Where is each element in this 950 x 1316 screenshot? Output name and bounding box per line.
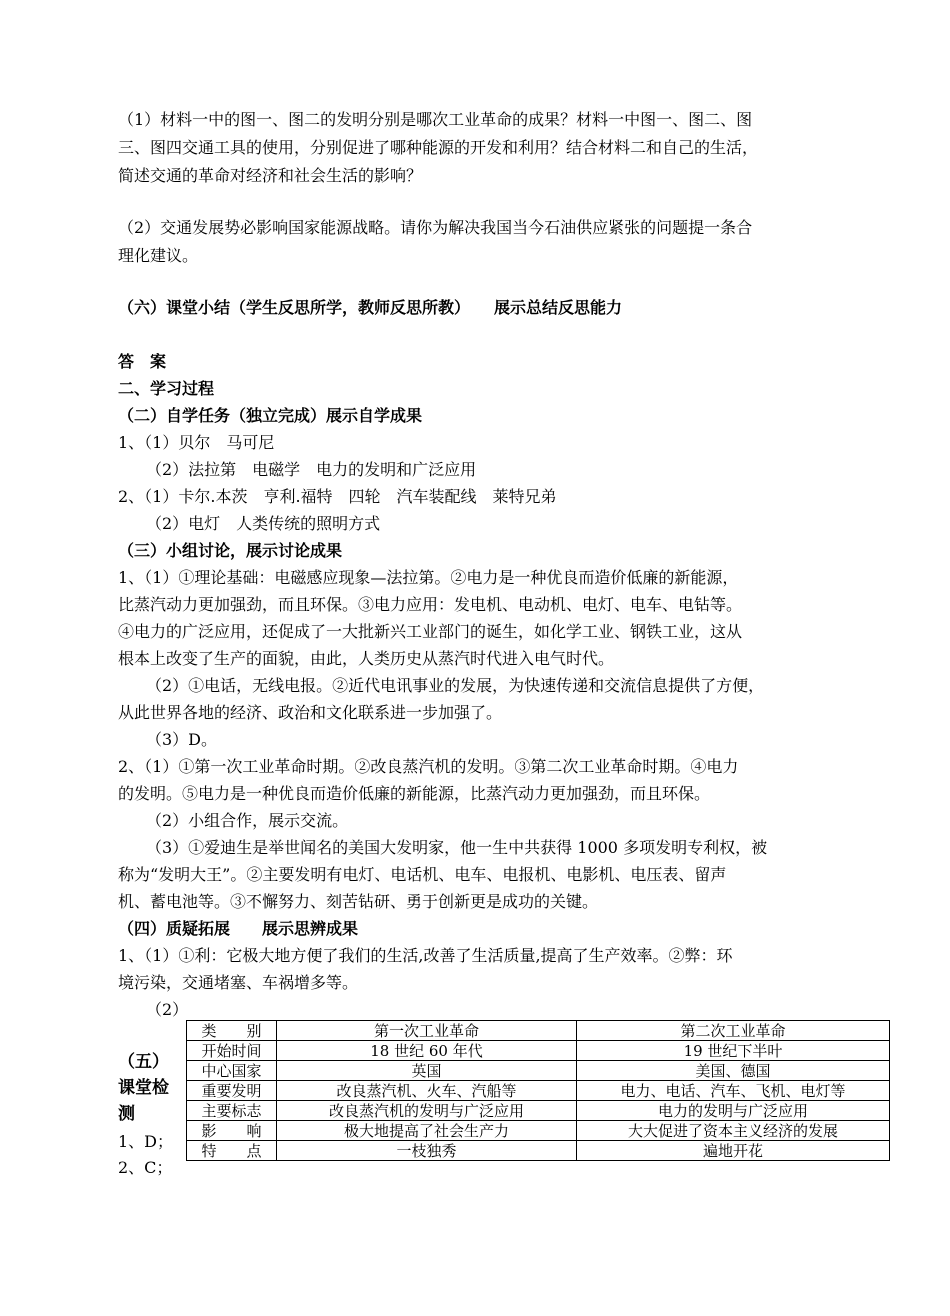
table-header-row bbox=[187, 1021, 890, 1041]
question-1-line: （1）材料一中的图一、图二的发明分别是哪次工业革命的成果？材料一中图一、图二、图 bbox=[118, 110, 753, 129]
table-row bbox=[187, 1101, 890, 1121]
table-cell: 电力、电话、汽车、飞机、电灯等 bbox=[577, 1081, 890, 1101]
answer-line: （2）法拉第 电磁学 电力的发明和广泛应用 bbox=[146, 460, 477, 479]
table-cell: 大大促进了资本主义经济的发展 bbox=[577, 1121, 890, 1141]
section-5-heading: （五） bbox=[118, 1052, 169, 1072]
answer-line: （3）D。 bbox=[146, 730, 218, 749]
table-cell: 中心国家 bbox=[187, 1061, 277, 1081]
answer-line: 机、蓄电池等。③不懈努力、刻苦钻研、勇于创新更是成功的关键。 bbox=[118, 892, 599, 911]
answer-line: 根本上改变了生产的面貌，由此，人类历史从蒸汽时代进入电气时代。 bbox=[118, 649, 615, 668]
question-2-line: 理化建议。 bbox=[118, 246, 199, 265]
table-cell: 电力的发明与广泛应用 bbox=[577, 1101, 890, 1121]
table-row bbox=[187, 1081, 890, 1101]
answer-line: 1、（1）①理论基础：电磁感应现象—法拉第。②电力是一种优良而造价低廉的新能源， bbox=[118, 568, 739, 587]
answer-line: 1、（1）贝尔 马可尼 bbox=[118, 433, 275, 452]
table-cell: 开始时间 bbox=[187, 1041, 277, 1061]
section-3-heading: （三）小组讨论，展示讨论成果 bbox=[118, 541, 343, 560]
table-cell: 极大地提高了社会生产力 bbox=[277, 1121, 577, 1141]
table-cell: 美国、德国 bbox=[577, 1061, 890, 1081]
answer-line: 的发明。⑤电力是一种优良而造价低廉的新能源，比蒸汽动力更加强劲，而且环保。 bbox=[118, 784, 711, 803]
table-cell: 类 别 bbox=[187, 1021, 277, 1041]
answer-line: 1、D； bbox=[118, 1132, 174, 1151]
comparison-table bbox=[186, 1020, 890, 1161]
question-1-line: 三、图四交通工具的使用，分别促进了哪种能源的开发和利用？结合材料二和自己的生活， bbox=[118, 138, 759, 157]
answer-line: ④电力的广泛应用，还促成了一大批新兴工业部门的诞生，如化学工业、钢铁工业，这从 bbox=[118, 622, 743, 641]
answer-line: 境污染，交通堵塞、车祸增多等。 bbox=[118, 973, 359, 992]
answer-line: 从此世界各地的经济、政治和文化联系进一步加强了。 bbox=[118, 703, 503, 722]
section-6-heading: （六）课堂小结（学生反思所学，教师反思所教） 展示总结反思能力 bbox=[118, 298, 623, 317]
question-1-line: 简述交通的革命对经济和社会生活的影响？ bbox=[118, 166, 423, 185]
section-4-heading: （四）质疑拓展 展示思辨成果 bbox=[118, 919, 359, 938]
table-cell: 重要发明 bbox=[187, 1081, 277, 1101]
answer-line: （2）①电话，无线电报。②近代电讯事业的发展，为快速传递和交流信息提供了方便， bbox=[146, 676, 765, 695]
answer-line: 比蒸汽动力更加强劲，而且环保。③电力应用：发电机、电动机、电灯、电车、电钻等。 bbox=[118, 595, 743, 614]
answer-title: 答 案 bbox=[118, 352, 167, 371]
section-5-heading: 课堂检 bbox=[118, 1078, 169, 1098]
table-cell: 改良蒸汽机、火车、汽船等 bbox=[277, 1081, 577, 1101]
answer-line: 1、（1）①利：它极大地方便了我们的生活,改善了生活质量,提高了生产效率。②弊：环 bbox=[118, 946, 733, 965]
table-cell: 改良蒸汽机的发明与广泛应用 bbox=[277, 1101, 577, 1121]
answer-line: （2）小组合作，展示交流。 bbox=[146, 811, 349, 830]
answer-line: 称为“发明大王”。②主要发明有电灯、电话机、电车、电报机、电影机、电压表、留声 bbox=[118, 865, 727, 884]
table-cell: 影 响 bbox=[187, 1121, 277, 1141]
answer-line: 2、（1）卡尔.本茨 亨利.福特 四轮 汽车装配线 莱特兄弟 bbox=[118, 487, 557, 506]
table-cell: 第二次工业革命 bbox=[577, 1021, 890, 1041]
section-2-heading: （二）自学任务（独立完成）展示自学成果 bbox=[118, 406, 423, 425]
table-row bbox=[187, 1121, 890, 1141]
part-2-heading: 二、学习过程 bbox=[118, 379, 215, 398]
table-cell: 18 世纪 60 年代 bbox=[277, 1041, 577, 1061]
table-row bbox=[187, 1141, 890, 1161]
table-row bbox=[187, 1041, 890, 1061]
table-cell: 遍地开花 bbox=[577, 1141, 890, 1161]
table-cell: 第一次工业革命 bbox=[277, 1021, 577, 1041]
section-5-heading: 测 bbox=[118, 1104, 135, 1124]
table-cell: 一枝独秀 bbox=[277, 1141, 577, 1161]
answer-line: 2、（1）①第一次工业革命时期。②改良蒸汽机的发明。③第二次工业革命时期。④电力 bbox=[118, 757, 739, 776]
answer-line: （2） bbox=[146, 1000, 189, 1019]
answer-line: （2）电灯 人类传统的照明方式 bbox=[146, 514, 381, 533]
question-2-line: （2）交通发展势必影响国家能源战略。请你为解决我国当今石油供应紧张的问题提一条合 bbox=[118, 218, 753, 237]
table-cell: 19 世纪下半叶 bbox=[577, 1041, 890, 1061]
table-row bbox=[187, 1061, 890, 1081]
table-cell: 英国 bbox=[277, 1061, 577, 1081]
table-cell: 主要标志 bbox=[187, 1101, 277, 1121]
table-cell: 特 点 bbox=[187, 1141, 277, 1161]
answer-line: 2、C； bbox=[118, 1158, 173, 1177]
answer-line: （3）①爱迪生是举世闻名的美国大发明家，他一生中共获得 1000 多项发明专利权，被 bbox=[146, 838, 768, 857]
